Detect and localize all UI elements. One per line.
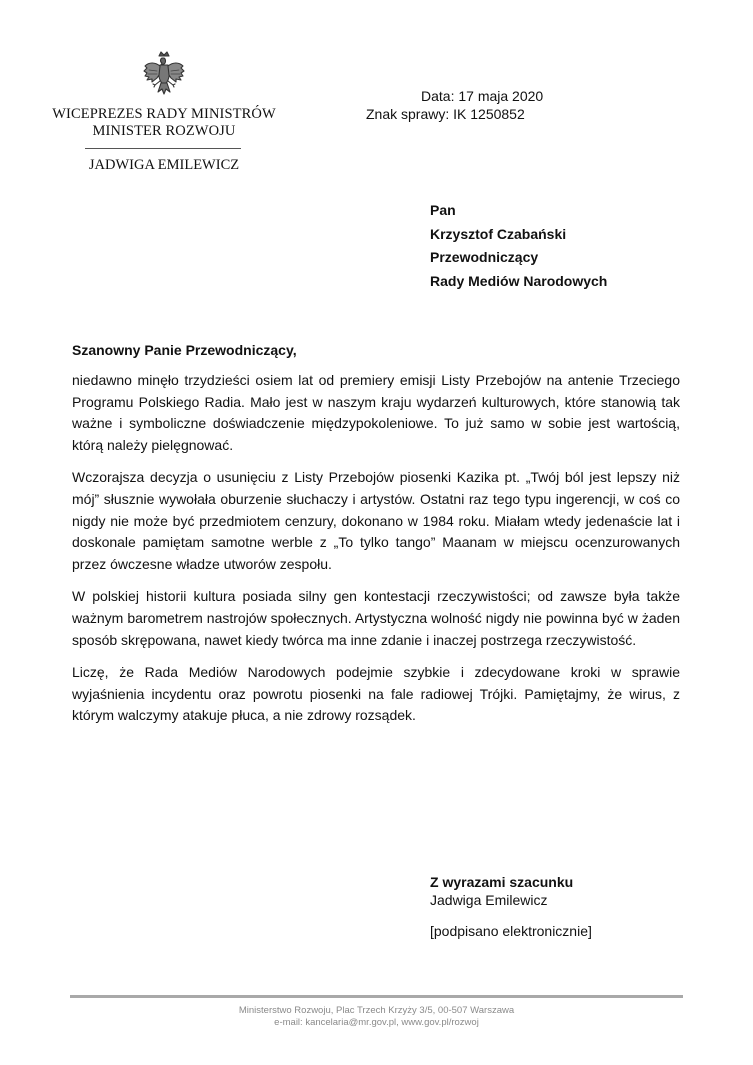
body-paragraph: Wczorajsza decyzja o usunięciu z Listy Przebojów piosenki Kazika pt. „Twój ból jest lepszy niż mój” słusznie wywołała oburzenie słuchaczy i artystów. Ostatni raz tego typu ingerencji, w coś co nigdy nie może być przedmiotem cenzury, dokonano w 1984 roku. Miałam wtedy jedenaście lat i doskonale pamiętam samotne werble z „To tylko tango” Maanam w miejscu ocenzurowanych przez ówczesne władze utworów zespołu. xyxy=(72,469,680,572)
letterhead-divider xyxy=(85,148,241,149)
body-paragraph: Liczę, że Rada Mediów Narodowych podejmie szybkie i zdecydowane kroki w sprawie wyjaśnienia incydentu oraz powrotu piosenki na fale radiowej Trójki. Pamiętajmy, że wirus, z którym walczymy atakuje płuca, a nie zdrowy rozsądek. xyxy=(72,664,680,724)
recipient-line: Pan xyxy=(430,202,456,218)
electronic-signature-note: [podpisano elektronicznie] xyxy=(430,923,592,939)
minister-name: JADWIGA EMILEWICZ xyxy=(88,157,240,173)
office-title xyxy=(40,106,288,140)
footer-divider xyxy=(70,995,683,998)
recipient-line: Przewodniczący xyxy=(430,249,539,265)
signatory-name: Jadwiga Emilewicz xyxy=(430,892,548,908)
reference-number: Znak sprawy: IK 1250852 xyxy=(366,106,525,122)
closing-formula: Z wyrazami szacunku xyxy=(430,874,574,890)
body-paragraph: W polskiej historii kultura posiada silny gen kontestacji rzeczywistości; od zawsze była także ważnym barometrem nastrojów społecznych. Artystyczna wolność nigdy nie powinna być w żaden sposób skrępowana, nawet kiedy twórca ma inne zdanie i inaczej postrzega rzeczywistość. xyxy=(72,588,680,648)
letter-meta xyxy=(366,87,626,123)
letter-date: Data: 17 maja 2020 xyxy=(421,88,544,104)
salutation: Szanowny Panie Przewodniczący, xyxy=(72,342,297,358)
recipient-line: Krzysztof Czabański xyxy=(430,225,567,242)
office-title-line2: MINISTER ROZWOJU xyxy=(92,123,236,139)
body-paragraph: niedawno minęło trzydzieści osiem lat od premiery emisji Listy Przebojów na antenie Trzeciego Programu Polskiego Radia. Mało jest w naszym kraju wydarzeń kulturowych, które stanowią tak ważne i symboliczne doświadczenie międzypokoleniowe. To już samo w sobie jest wartością, którą należy pielęgnować. xyxy=(72,372,680,453)
recipient-line: Rady Mediów Narodowych xyxy=(430,272,608,289)
recipient-block xyxy=(430,199,730,293)
footer-address: Ministerstwo Rozwoju, Plac Trzech Krzyży 3/5, 00-507 Warszawa xyxy=(238,1005,515,1016)
polish-eagle-icon xyxy=(143,50,185,100)
letter-body xyxy=(72,370,680,738)
footer xyxy=(70,1005,683,1029)
closing-block xyxy=(430,873,690,909)
office-title-line1: WICEPREZES RADY MINISTRÓW xyxy=(52,106,276,122)
footer-contact: e-mail: kancelaria@mr.gov.pl, www.gov.pl/rozwoj xyxy=(274,1017,479,1028)
